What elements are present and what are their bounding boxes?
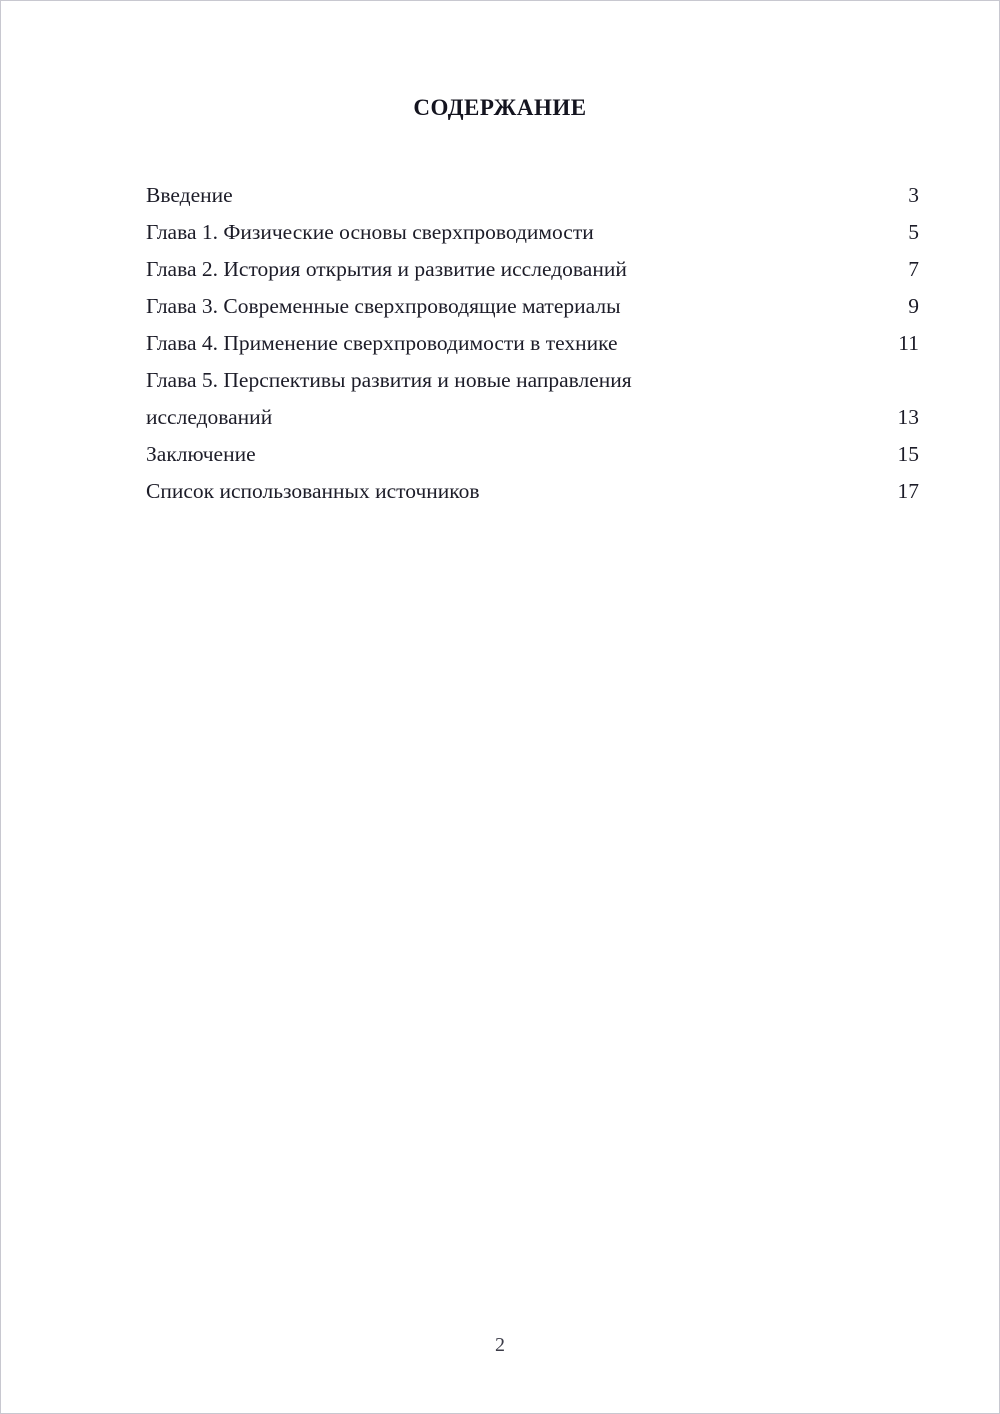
toc-entry-page-number: 9 — [908, 294, 919, 318]
toc-entry — [146, 473, 919, 510]
toc-entry-label: Глава 3. Современные сверхпроводящие материалы — [146, 294, 621, 318]
toc-entry-page-number: 17 — [897, 479, 919, 503]
toc-entry-label: Введение — [146, 183, 233, 207]
toc-entry-label: Глава 2. История открытия и развитие исследований — [146, 257, 627, 281]
toc-entry — [146, 288, 919, 325]
toc-entry-page-number: 13 — [897, 405, 919, 429]
toc-entry-page-number: 11 — [898, 331, 919, 355]
toc-entry-page-number: 3 — [908, 183, 919, 207]
table-of-contents — [146, 177, 919, 510]
toc-entry-page-number: 7 — [908, 257, 919, 281]
toc-entry — [146, 325, 919, 362]
toc-entry-label: Глава 5. Перспективы развития и новые направления исследований — [146, 368, 632, 429]
toc-entry-label: Глава 1. Физические основы сверхпроводимости — [146, 220, 594, 244]
toc-entry-page-number: 5 — [908, 220, 919, 244]
toc-entry-label: Список использованных источников — [146, 479, 480, 503]
toc-entry-label: Заключение — [146, 442, 256, 466]
toc-entry-label: Глава 4. Применение сверхпроводимости в технике — [146, 331, 618, 355]
toc-entry — [146, 362, 919, 436]
footer-page-number: 2 — [495, 1334, 505, 1356]
toc-entry — [146, 251, 919, 288]
toc-entry-page-number: 15 — [897, 442, 919, 466]
page-title: СОДЕРЖАНИЕ — [413, 95, 587, 120]
toc-entry — [146, 177, 919, 214]
toc-entry — [146, 436, 919, 473]
toc-entry — [146, 214, 919, 251]
